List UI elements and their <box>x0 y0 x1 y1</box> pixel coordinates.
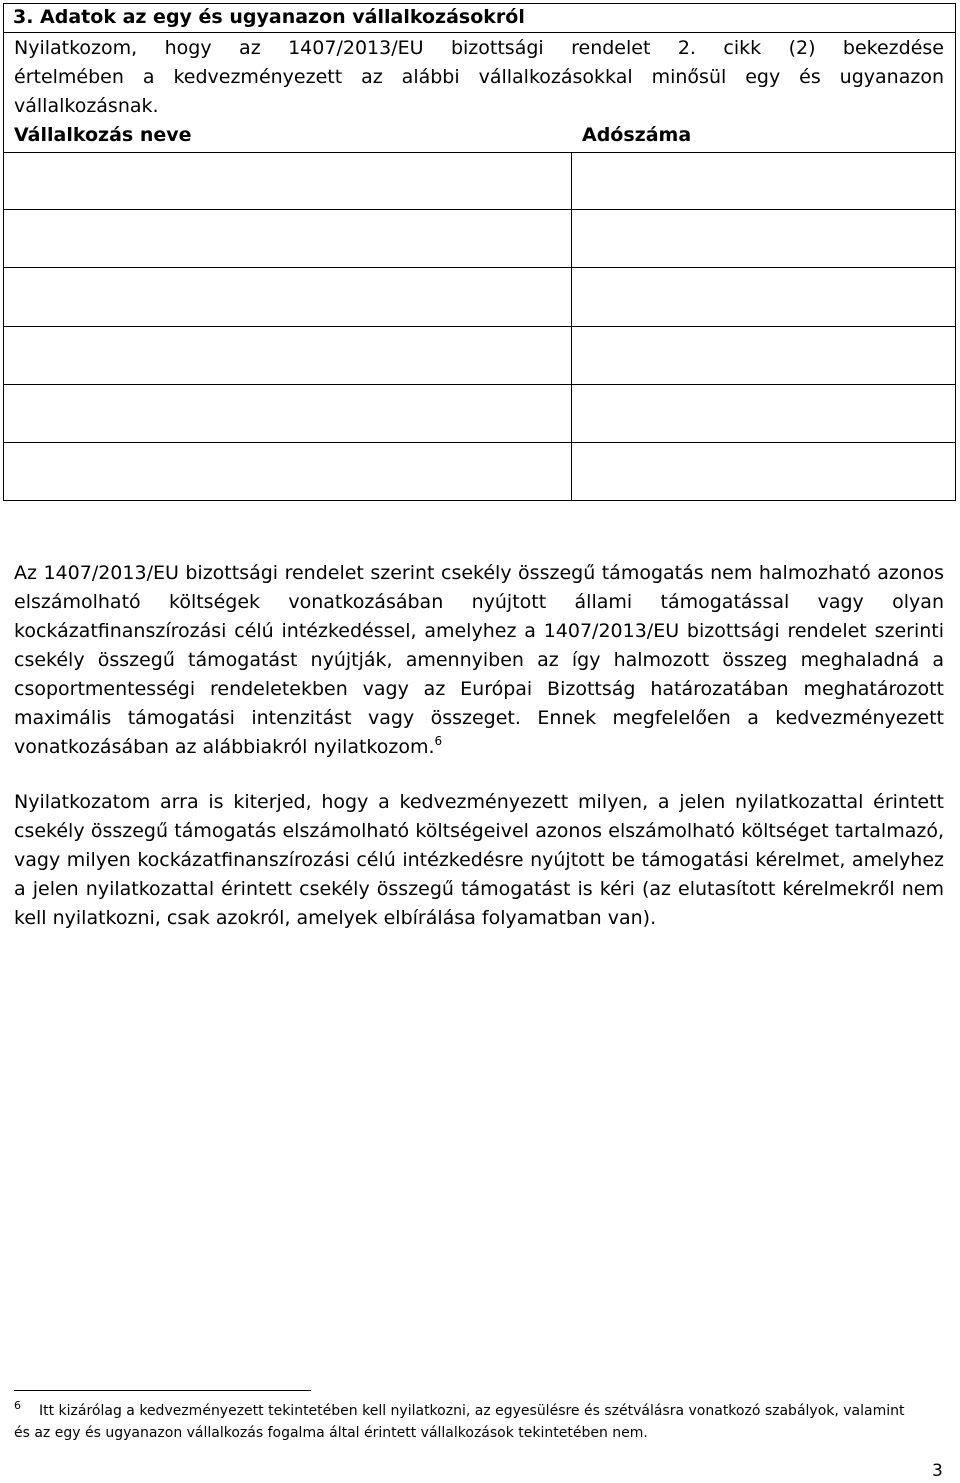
footnote-line-2: és az egy és ugyanazon vállalkozás fogalma által érintett vállalkozások tekintetében nem. <box>14 1425 648 1441</box>
intro-line-2: értelmében a kedvezményezett az alábbi vállalkozásokkal minősül egy és ugyanazon <box>14 66 944 88</box>
column-header-tax-number: Adószáma <box>582 124 692 146</box>
paragraph-cumulation-text: Az 1407/2013/EU bizottsági rendelet szerint csekély összegű támogatás nem halmozható azonos elszámolható költségek vonatkozásában nyújtott állami támogatással vagy olyan kockázatfinanszírozási célú intézkedéssel, amelyhez a 1407/2013/EU bizottsági rendelet szerinti csekély összegű támogatást nyújtják, amennyiben az így halmozott összeg meghaladná a csoportmentességi rendeletekben vagy az Európai Bizottság határozatában meghatározott maximális támogatási intenzitást vagy összeget. Ennek megfelelően a kedvezményezett vonatkozásában az alábbiakról nyilatkozom. <box>14 562 944 758</box>
paragraph-cumulation-rule <box>14 559 944 762</box>
intro-statement <box>14 34 944 121</box>
intro-line-3: vállalkozásnak. <box>14 95 159 117</box>
intro-line-1: Nyilatkozom, hogy az 1407/2013/EU bizottsági rendelet 2. cikk (2) bekezdése <box>14 37 944 59</box>
footnote-number: 6 <box>14 1399 21 1412</box>
table-row[interactable] <box>3 326 956 384</box>
footnote <box>14 1400 944 1444</box>
paragraph-declaration-scope: Nyilatkozatom arra is kiterjed, hogy a kedvezményezett milyen, a jelen nyilatkozattal érintett csekély összegű támogatás elszámolható költségeivel azonos elszámolható költséget tartalmazó, vagy milyen kockázatfinanszírozási célú intézkedésre nyújtott be támogatási kérelmet, amelyhez a jelen nyilatkozattal érintett csekély összegű támogatást is kéri (az elutasított kérelmekről nem kell nyilatkozni, csak azokról, amelyek elbírálása folyamatban van). <box>14 791 944 929</box>
footnote-separator <box>14 1390 311 1391</box>
table-row[interactable] <box>3 152 956 209</box>
section-heading: 3. Adatok az egy és ugyanazon vállalkozásokról <box>3 3 956 33</box>
table-column-divider <box>571 152 572 501</box>
footnote-line-1 <box>14 1400 944 1422</box>
page-number: 3 <box>932 1461 943 1481</box>
footnote-text-1: Itt kizárólag a kedvezményezett tekintetében kell nyilatkozni, az egyesülésre és szétválásra vonatkozó szabályok, valamint <box>39 1403 905 1419</box>
table-row[interactable] <box>3 384 956 442</box>
table-row[interactable] <box>3 267 956 326</box>
footnote-reference: 6 <box>434 734 443 748</box>
table-row[interactable] <box>3 442 956 501</box>
table-row[interactable] <box>3 209 956 267</box>
column-header-company-name: Vállalkozás neve <box>14 124 192 146</box>
